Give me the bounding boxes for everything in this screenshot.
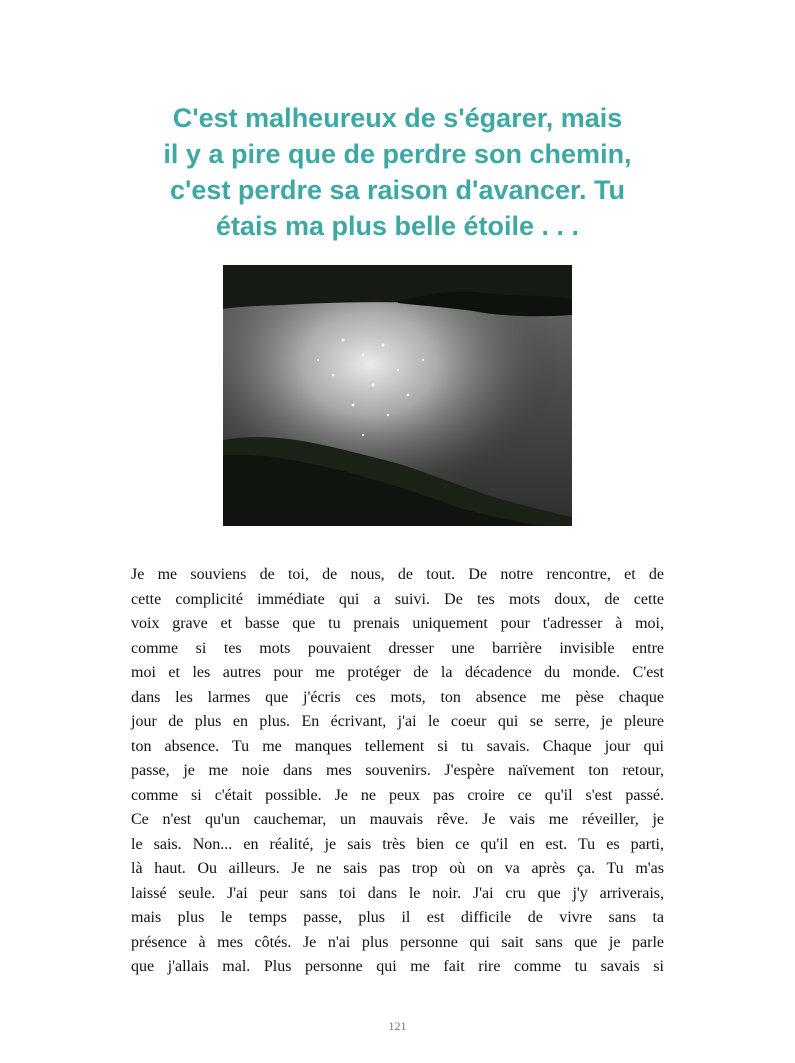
body-line: que j'allais mal. Plus personne qui me fait rire comme tu savais si <box>131 958 664 975</box>
page-title <box>100 100 695 244</box>
body-line: là haut. Ou ailleurs. Je ne sais pas trop où on va après ça. Tu m'as <box>131 860 664 877</box>
body-line: comme si tes mots pouvaient dresser une barrière invisible entre <box>131 639 664 657</box>
body-line: mais plus le temps passe, plus il est difficile de vivre sans ta <box>131 909 664 926</box>
body-line: comme si c'était possible. Je ne peux pas croire ce qu'il s'est passé. <box>131 786 664 804</box>
body-line: Je me souviens de toi, de nous, de tout. De notre rencontre, et de <box>131 566 664 583</box>
body-line: cette complicité immédiate qui a suivi. De tes mots doux, de cette <box>131 590 664 608</box>
body-line: jour de plus en plus. En écrivant, j'ai le coeur qui se serre, je pleure <box>131 713 664 730</box>
title-line: il y a pire que de perdre son chemin, <box>163 139 632 169</box>
page-number: 121 <box>388 1019 407 1033</box>
body-line: moi et les autres pour me protéger de la décadence du monde. C'est <box>131 664 664 681</box>
body-line: voix grave et basse que tu prenais uniquement pour t'adresser à moi, <box>131 615 664 632</box>
body-line: ton absence. Tu me manques tellement si tu savais. Chaque jour qui <box>131 737 664 755</box>
lake-photo <box>223 265 572 526</box>
title-line: C'est malheureux de s'égarer, mais <box>172 103 623 133</box>
body-line: passe, je me noie dans mes souvenirs. J'espère naïvement ton retour, <box>131 762 664 779</box>
title-line: c'est perdre sa raison d'avancer. Tu <box>169 175 626 205</box>
body-line: laissé seule. J'ai peur sans toi dans le noir. J'ai cru que j'y arriverais, <box>131 884 664 902</box>
body-line: Ce n'est qu'un cauchemar, un mauvais rêve. Je vais me réveiller, je <box>131 811 664 828</box>
title-line: étais ma plus belle étoile . . . <box>215 211 580 241</box>
body-line: dans les larmes que j'écris ces mots, ton absence me pèse chaque <box>131 688 664 706</box>
body-line: présence à mes côtés. Je n'ai plus personne qui sait sans que je parle <box>131 933 664 951</box>
body-text <box>131 563 664 980</box>
body-line: le sais. Non... en réalité, je sais très bien ce qu'il en est. Tu es parti, <box>131 835 664 853</box>
